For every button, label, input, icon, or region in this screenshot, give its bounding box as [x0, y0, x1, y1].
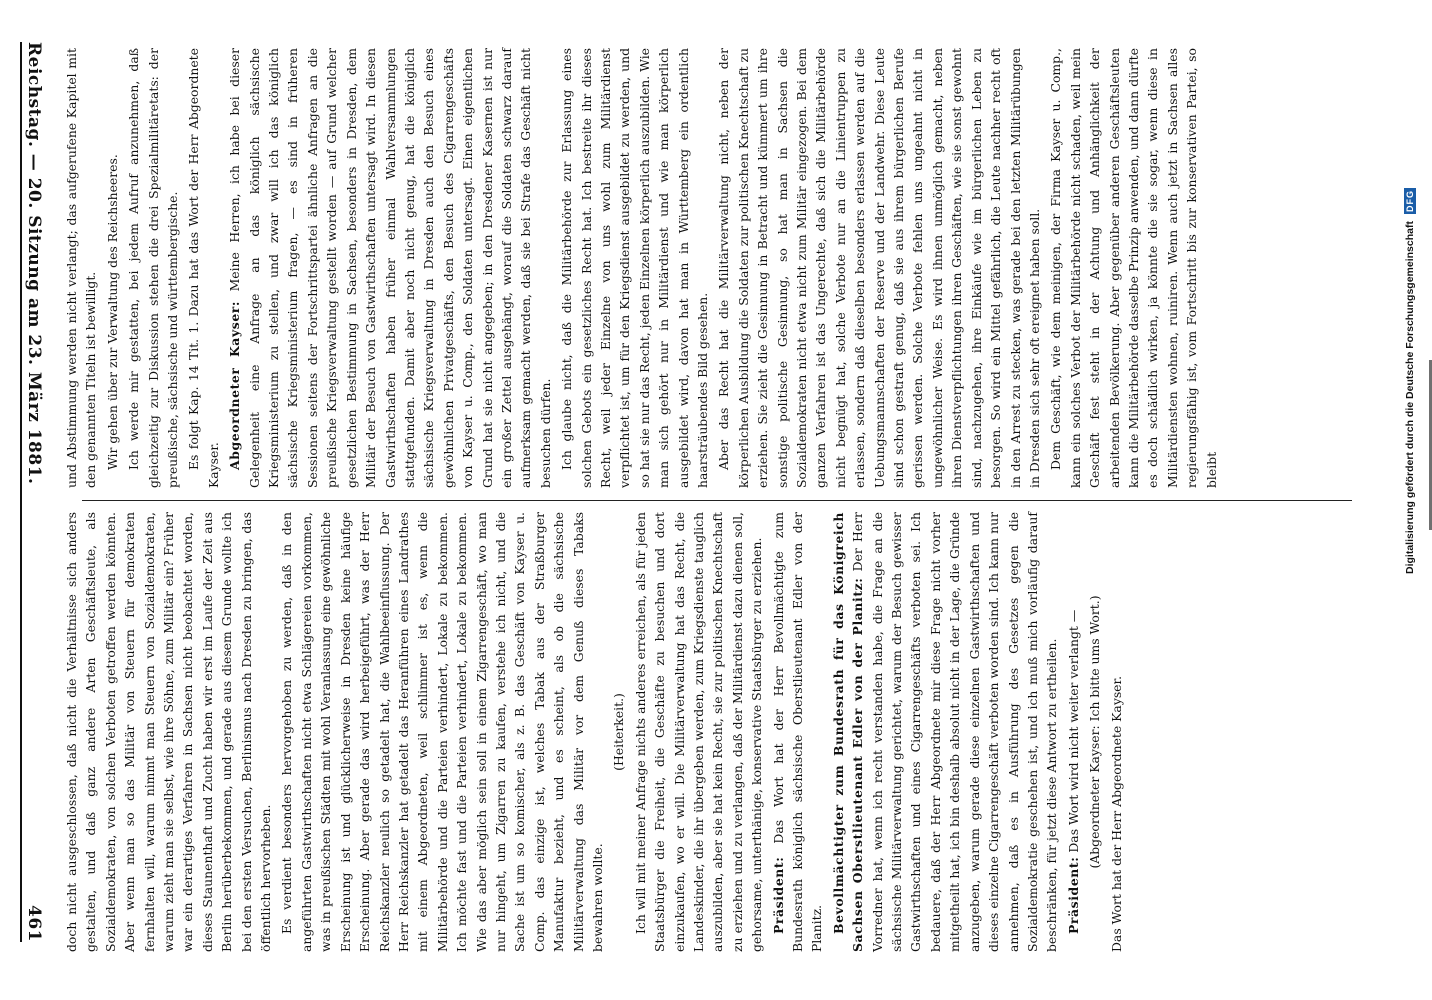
paragraph-text: Wir gehen über zur Verwaltung des Reichsheeres. — [104, 154, 120, 470]
paragraph-text: Aber das Recht hat die Militärverwaltung nicht, neben der körperlichen Ausbildung die Soldaten zur politischen Knechtschaft zu erziehen. Sie zieht die Gesinnung in Betracht und kümmert um ihre sonstige politische Gesinnung, so hat man in Sachsen die Sozialdemokraten nicht etwa nicht zum Militär eingezogen. Bei dem ganzen Verfahren ist das Ungerechte, daß sich die Militärbehörde nicht begnügt hat, solche Verbote nur an die Linientruppen zu erlassen, sondern daß dieselben besonders erlassen werden auf die Uebungsmannschaften der Reserve und der Landwehr. Diese Leute sind schon gestraft genug, daß sie aus ihrem bürgerlichen Berufe gerissen werden. Solche Verbote fehlen uns ungeahnt nicht in ungewöhnlicher Weise. Es wird ihnen unmöglich gemacht, neben ihren Dienstverpflichtungen ihren Geschäften, wie sie sonst gewohnt sind, nachzugehen, ihre Einkäufe wie im bürgerlichen Leben zu besorgen. So wird ein Mittel gefährlich, die Leute nachher recht oft in den Arrest zu stecken, was gerade bei den letzten Militärübungen in Dresden sich sehr oft ereignet haben soll. — [716, 47, 1042, 488]
funding-note — [1404, 14, 1428, 574]
page-number: 461 — [24, 905, 44, 942]
paragraph-text: Das Wort hat der Herr Abgeordnete Kayser. — [1108, 675, 1124, 952]
dfg-logo: DFG — [1405, 190, 1415, 213]
paragraph — [184, 48, 223, 488]
speaker-name: Abgeordneter Kayser: — [227, 300, 243, 470]
paragraph — [225, 48, 555, 488]
paragraph — [103, 48, 122, 488]
column-divider — [82, 500, 1352, 501]
paragraph — [62, 48, 101, 488]
paragraph-text: Es folgt Kap. 14 Tit. 1. Dazu hat das Wort der Herr Abgeordnete Kayser. — [186, 48, 221, 488]
paragraph-text: doch nicht ausgeschlossen, daß nicht die Verhältnisse sich anders gestalten, und daß ganz andere Arten Geschäftsleute, als Sozialdemokraten, von solchen Verboten getroffen werden könnten. Aber wenn man so das Militär von Steuern für demokraten fernhalten will, warum nimmt man Steuern von Sozialdemokraten, warum zieht man sie selbst, wie ihre Söhne, zum Militär ein? Früher war ein derartiges Verfahren in Sachsen nicht beobachtet worden, dieses Staunenthaft und Zucht haben wir erst im Laufe der Zeit aus Berlin herüberbekommen, und gerade aus diesem Grunde wollte ich bei den ersten Versuchen, Berlinismus nach Dresden zu bringen, das öffentlich hervorheben. — [64, 512, 274, 952]
paragraph — [609, 512, 628, 952]
paragraph-text: Dem Geschäft, wie dem meinigen, der Firma Kayser u. Comp., kann ein solches Verbot der Militärbehörde nicht schaden, weil mein Geschäft fest steht in der Achtung und Anhänglichkeit der arbeitenden Bevölkerung. Aber gegenüber anderen Geschäftsleuten kann die Militärbehörde dasselbe Prinzip anwenden, und dann dürfte es doch schädlich wirken, ja könnte die sie sogar, wenn diese in Militärdiensten wohnen, ruiniren. Wenn auch jetzt in Sachsen alles regierungsfähig ist, vom Fortschritt bis zur konservativen Partei, so bleibt — [1048, 48, 1219, 488]
paragraph — [631, 512, 767, 952]
paragraph — [1064, 512, 1083, 952]
paragraph — [1085, 512, 1104, 952]
paragraph — [277, 512, 607, 952]
header-rule — [20, 42, 22, 942]
paragraph-text: Ich werde mir gestatten, bei jedem Aufruf anzunehmen, daß gleichzeitig zur Diskussion stehen die drei Spezialmilitäretats: der preußische, sächsische und württembergische. — [126, 48, 181, 488]
paragraph-text: Der Herr Vorredner hat, wenn ich recht verstanden habe, die Frage an die sächsische Militärverwaltung gerichtet, warum der Besuch gewisser Gastwirthschaften und eines Cigarrengeschäfts verboten sei. Ich bedauere, daß der Herr Abgeordnete mir diese Frage nicht vorher mitgetheilt hat, ich bin deshalb absolut nicht in der Lage, die Gründe anzugeben, warum gerade diese einzelnen Gastwirthschaften und dieses einzelne Cigarrengeschäft verboten worden sind. Ich kann nur annehmen, daß es in Ausführung des Gesetzes gegen die Sozialdemokratie geschehen ist, und ich muß mich vorläufig darauf beschränken, für jetzt diese Antwort zu ertheilen. — [850, 512, 1060, 952]
paragraph-text: (Abgeordneter Kayser: Ich bitte ums Wort.) — [1087, 595, 1103, 869]
paragraph — [557, 48, 712, 488]
paragraph — [1046, 48, 1221, 488]
paragraph-text: und Abstimmung werden nicht verlangt; das aufgerufene Kapitel mit den genannten Titeln ist bewilligt. — [64, 48, 99, 488]
paragraph-text: Das Wort wird nicht weiter verlangt — — [1065, 609, 1081, 853]
paragraph — [62, 512, 275, 952]
paragraph — [1107, 512, 1126, 952]
speaker-name: Präsident: — [770, 856, 786, 934]
paragraph — [829, 512, 1062, 952]
right-column — [62, 512, 1352, 952]
page-header — [24, 42, 52, 942]
paragraph — [124, 48, 182, 488]
left-column — [62, 48, 1352, 488]
paragraph-text: Ich will mit meiner Anfrage nichts anderes erreichen, als für jeden Staatsbürger die Freiheit, die Geschäfte zu besuchen und dort einzukaufen, wo er will. Die Militärverwaltung hat das Recht, die Landeskinder, die ihr übergeben werden, zum Kriegsdienste tauglich auszubilden, aber sie hat kein Recht, sie zur politischen Knechtschaft zu erziehen und zu verlangen, daß der Militärdienst dazu dienen soll, gehorsame, unterthänige, konservative Staatsbürger zu erziehen. — [632, 512, 765, 952]
header-title: Reichstag. — 20. Sitzung am 23. März 1881. — [24, 42, 44, 485]
speaker-name: Präsident: — [1065, 856, 1081, 934]
paragraph-text: Das Wort hat der Herr Bevollmächtigte zum Bundesrath königlich sächsische Oberstlieutenant Edler von der Planitz. — [770, 512, 825, 952]
paragraph — [714, 48, 1044, 488]
paragraph — [769, 512, 827, 952]
paragraph-text: (Heiterkeit.) — [611, 693, 627, 771]
paragraph-text: Es verdient besonders hervorgehoben zu werden, daß in den angeführten Gastwirthschaften nicht etwa Schlägereien vorkommen, was in preußischen Städten mit wohl Veranlassung eine gewöhnliche Erscheinung ist und glücklicherweise in Dresden keine häufige Erscheinung. Aber gerade das wird herbeigeführt, was der Herr Reichskanzler neulich so getadelt hat, die Wahlbeeinflussung. Der Herr Reichskanzler hat getadelt das Heranführen eines Landrathes mit einem Abgeordneten, weil schlimmer ist es, wenn die Militärbehörde und die Parteien verhindert, Lokale zu bekommen. Ich möchte fast und die Parteien verhindert, Lokale zu bekommen. Wie das aber möglich sein soll in einem Zigarrengeschäft, wo man nur hingeht, um Zigarren zu kaufen, verstehe ich nicht, und die Sache ist um so komischer, als z. B. das Geschäft von Kayser u. Comp. das einzige ist, welches Tabak aus der Straßburger Manufaktur bezieht, und es scheint, als ob die sächsische Militärverwaltung das Militär vor dem Genuß dieses Tabaks bewahren wollte. — [279, 512, 605, 952]
funding-note-text: Digitalisierung gefördert durch die Deutsche Forschungsgemeinschaft — [1404, 221, 1416, 574]
speaker-name: Bevollmächtigter zum Bundesrath für das Königreich Sachsen Oberstlieutenant Edler von der Planitz: — [830, 512, 866, 952]
paragraph-text: Ich glaube nicht, daß die Militärbehörde zur Erlassung eines solchen Gebots ein gesetzliches Recht hat. Ich bestreite ihr dieses Recht, weil jeder Einzelne von uns wohl zum Militärdienst verpflichtet ist, um für den Kriegsdienst ausgebildet zu werden, und so hat sie nur das Recht, jeden Einzelnen körperlich auszubilden. Wie man sich gehört nur in Militärdienst und wie man körperlich ausgebildet wird, davon hat man in Württemberg ein ordentlich haarsträubendes Bild gesehen. — [559, 48, 710, 488]
paragraph-text: Meine Herren, ich habe bei dieser Gelegenheit eine Anfrage an das königlich sächsische Kriegsministerium zu stellen, und zwar will ich das königlich sächsische Kriegsministerium fragen, — es sind in früheren Sessionen seitens der Fortschrittspartei ähnliche Anfragen an die preußische Kriegsverwaltung gestellt worden — auf Grund welcher gesetzlichen Bestimmung in Sachsen, besonders in Dresden, dem Militär der Besuch von Gastwirthschaften untersagt wird. In diesen Gastwirthschaften haben früher einmal Wahlversammlungen stattgefunden. Damit aber noch nicht genug, hat die königlich sächsische Kriegsverwaltung in Dresden auch den Besuch eines gewöhnlichen Privatgeschäfts, den Besuch des Cigarrengeschäfts von Kayser u. Comp., den Soldaten untersagt. Einen eigentlichen Grund hat sie nicht angegeben; in den Dresdener Kasernen ist nur ein großer Zettel ausgehängt, worauf die Soldaten schwarz darauf aufmerksam gemacht werden, daß sie bei Strafe das Geschäft nicht besuchen dürfen. — [227, 48, 553, 488]
